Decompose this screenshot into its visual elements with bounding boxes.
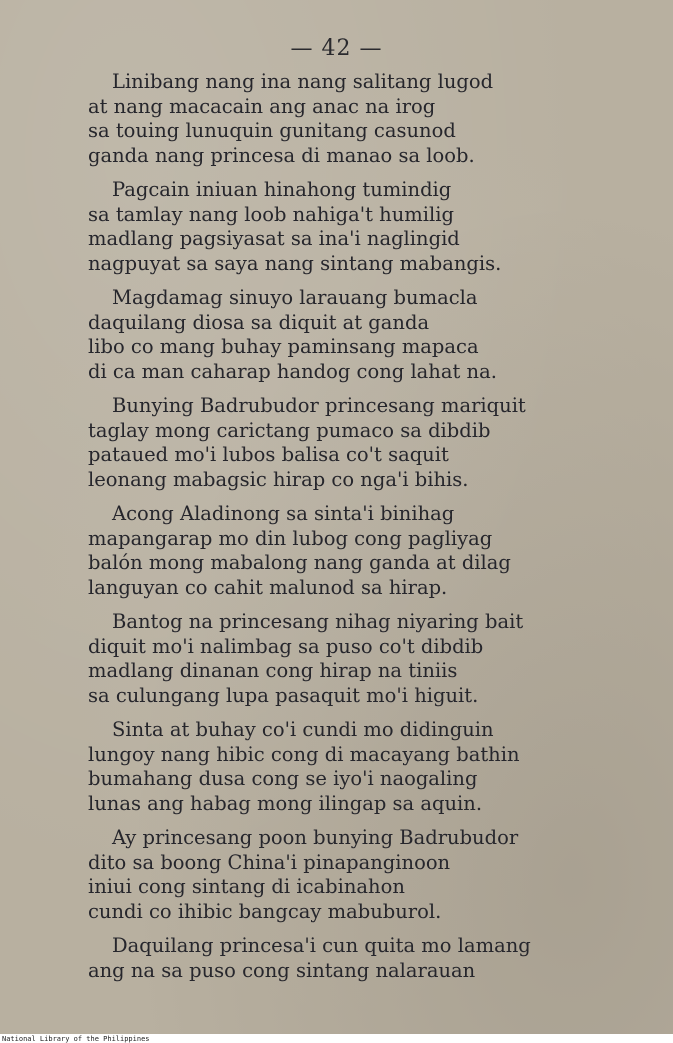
verse-line: pataued mo'i lubos balisa co't saquit [88,443,449,466]
verse-line: sa culungang lupa pasaquit mo'i higuit. [88,683,479,707]
verse-line: sa tamlay nang loob nahiga't humilig [88,202,454,226]
verse-line: libo co mang buhay paminsang mapaca [88,335,479,358]
verse-line: Sinta at buhay co'i cundi mo didinguin [112,718,494,741]
verse-line: diquit mo'i nalimbag sa puso co't dibdib [88,634,484,658]
stanza [88,934,608,983]
verse-line: Bantog na princesang nihag niyaring bait [112,610,524,633]
verse-line: ang na sa puso cong sintang nalarauan [88,958,476,982]
verse-line: lunas ang habag mong ilingap sa aquin. [88,791,483,815]
verse-line: sa touing lunuquin gunitang casunod [88,119,456,142]
verse-line: Ay princesang poon bunying Badrubudor [112,826,519,849]
stanza [88,826,608,924]
verse-line: leonang mabagsic hirap co nga'i bihis. [88,467,469,491]
verse-line: Daquilang princesa'i cun quita mo lamang [112,934,531,957]
verse-line: di ca man caharap handog cong lahat na. [88,359,497,383]
verse-line: Acong Aladinong sa sinta'i binihag [112,502,455,525]
verse-line: dito sa boong China'i pinapanginoon [88,850,451,874]
verse-line: mapangarap mo din lubog cong pagliyag [88,526,493,550]
poem-text [88,70,608,993]
verse-line: Bunying Badrubudor princesang mariquit [112,394,526,417]
library-credit: National Library of the Philippines [2,1035,150,1043]
verse-line: balón mong mabalong nang ganda at dilag [88,551,511,574]
verse-line: nagpuyat sa saya nang sintang mabangis. [88,251,502,275]
verse-line: Linibang nang ina nang salitang lugod [112,70,494,93]
verse-line: taglay mong carictang pumaco sa dibdib [88,418,491,442]
verse-line: Magdamag sinuyo larauang bumacla [112,286,478,309]
verse-line: ganda nang princesa di manao sa loob. [88,143,475,167]
verse-line: lungoy nang hibic cong di macayang bathin [88,742,520,766]
verse-line: iniui cong sintang di icabinahon [88,875,405,898]
verse-line: at nang macacain ang anac na irog [88,94,436,118]
stanza [88,70,608,168]
stanza [88,178,608,276]
verse-line: madlang dinanan cong hirap na tiniis [88,659,458,682]
page-number: — 42 — [290,36,383,61]
verse-line: languyan co cahit malunod sa hirap. [88,575,448,599]
verse-line: madlang pagsiyasat sa ina'i naglingid [88,227,460,250]
stanza [88,718,608,816]
stanza [88,502,608,600]
stanza [88,286,608,384]
verse-line: Pagcain iniuan hinahong tumindig [112,178,452,201]
verse-line: bumahang dusa cong se iyo'i naogaling [88,767,478,790]
verse-line: cundi co ihibic bangcay mabuburol. [88,899,442,923]
stanza [88,610,608,708]
verse-line: daquilang diosa sa diquit at ganda [88,310,430,334]
stanza [88,394,608,492]
